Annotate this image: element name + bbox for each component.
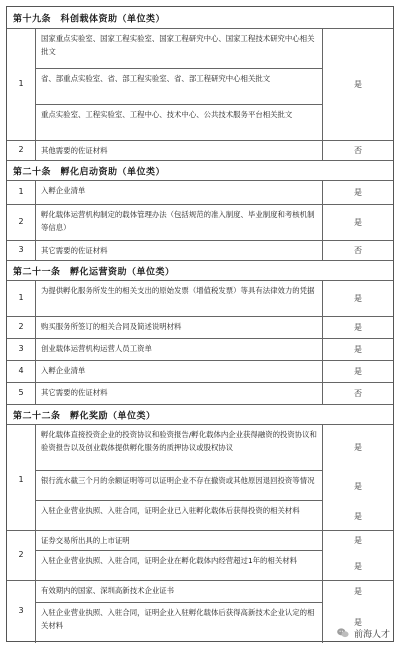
document-requirement: 入孵企业清单 (41, 366, 86, 375)
document-requirement: 孵化载体直接投资企业的投资协议和验资报告/孵化载体内企业获得融资的投资协议和验资报告以及创业载体提供孵化服务的质押协议或股权协议 (35, 425, 323, 471)
item-number: 1 (18, 79, 24, 88)
required-flag: 是 (354, 618, 362, 627)
document-requirement: 入驻企业营业执照、入驻合同，证明企业在孵化载体内经营超过1年的相关材料 (41, 556, 297, 565)
required-flag: 是 (354, 218, 362, 227)
item-number: 4 (18, 366, 24, 375)
requirements-table (6, 6, 394, 642)
item-number: 3 (18, 245, 24, 254)
item-group (7, 281, 393, 317)
item-number: 5 (18, 388, 24, 397)
wechat-logo-icon (336, 626, 350, 640)
item-number: 2 (18, 322, 24, 331)
item-group (7, 383, 393, 405)
item-number: 2 (18, 550, 24, 559)
required-flag: 是 (354, 562, 362, 571)
required-flag: 是 (354, 536, 362, 545)
item-number: 3 (18, 606, 24, 615)
document-requirement: 为提供孵化服务所发生的相关支出的原始发票（增值税发票）等具有法律效力的凭据 (41, 286, 315, 295)
watermark-text: 前海人才 (353, 629, 390, 640)
document-requirement: 重点实验室、工程实验室、工程中心、技术中心、公共技术服务平台相关批文 (41, 110, 293, 119)
required-flag: 是 (354, 367, 362, 376)
document-requirement: 银行流水截三个月的余额证明等可以证明企业不存在撤资或其他原因退回投资等情况 (35, 471, 323, 501)
section-title: 第二十一条 孵化运营资助（单位类） (13, 267, 175, 277)
document-requirement: 孵化载体运营机构制定的载体管理办法（包括规范的准入制度、毕业制度和考核机制等信息） (41, 210, 315, 232)
required-flag: 是 (354, 345, 362, 354)
watermark (336, 626, 390, 640)
required-flag: 是 (354, 323, 362, 332)
section-title: 第十九条 科创载体资助（单位类） (13, 14, 166, 24)
item-number: 2 (18, 217, 24, 226)
section-header (7, 7, 393, 29)
required-flag: 是 (354, 482, 362, 491)
section-header (7, 161, 393, 181)
item-group (7, 141, 393, 161)
item-group (7, 531, 393, 581)
section-header (7, 405, 393, 425)
section-title: 第二十二条 孵化奖励（单位类） (13, 411, 156, 421)
item-group (7, 241, 393, 261)
item-number: 2 (18, 145, 24, 154)
required-flag: 是 (354, 80, 362, 89)
item-group (7, 205, 393, 241)
required-flag: 是 (354, 512, 362, 521)
item-number: 1 (18, 187, 24, 196)
document-requirement: 有效期内的国家、深圳高新技术企业证书 (35, 581, 323, 603)
item-group (7, 425, 393, 531)
section-header (7, 261, 393, 281)
document-requirement: 证券交易所出具的上市证明 (35, 531, 323, 551)
required-flag: 否 (354, 146, 362, 155)
document-requirement: 国家重点实验室、国家工程实验室、国家工程研究中心、国家工程技术研究中心相关批文 (35, 29, 323, 69)
required-flag: 是 (354, 443, 362, 452)
document-requirement: 入孵企业清单 (41, 186, 86, 195)
document-requirement: 入驻企业营业执照、入驻合同，证明企业已入驻孵化载体后获得投资的相关材料 (41, 506, 300, 515)
document-requirement: 其它需要的佐证材料 (41, 246, 108, 255)
required-flag: 是 (354, 294, 362, 303)
required-flag: 否 (354, 389, 362, 398)
item-number: 3 (18, 344, 24, 353)
item-group (7, 361, 393, 383)
document-requirement: 其它需要的佐证材料 (41, 388, 108, 397)
required-flag: 是 (354, 188, 362, 197)
document-requirement: 入驻企业营业执照、入驻合同，证明企业入驻孵化载体后获得高新技术企业认定的相关材料 (41, 608, 315, 630)
required-flag: 是 (354, 587, 362, 596)
document-requirement: 创业载体运营机构运营人员工资单 (41, 344, 152, 353)
required-flag: 否 (354, 246, 362, 255)
item-group (7, 339, 393, 361)
document-requirement: 购买服务所签订的相关合同及简述说明材料 (41, 322, 182, 331)
section-title: 第二十条 孵化启动资助（单位类） (13, 167, 166, 177)
document-requirement: 省、部重点实验室、省、部工程实验室、省、部工程研究中心相关批文 (35, 69, 323, 105)
item-group (7, 317, 393, 339)
item-group (7, 181, 393, 205)
item-number: 1 (18, 475, 24, 484)
document-requirement: 其他需要的佐证材料 (41, 146, 108, 155)
item-group (7, 29, 393, 141)
item-number: 1 (18, 293, 24, 302)
